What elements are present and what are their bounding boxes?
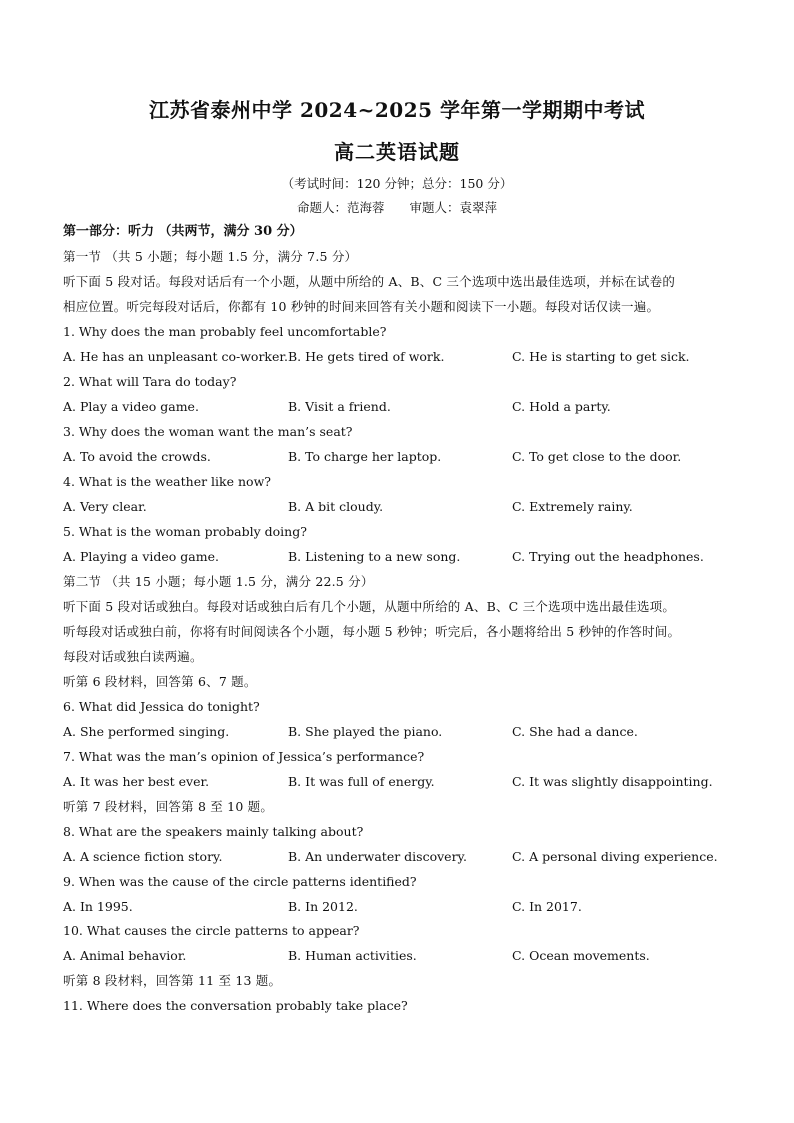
section1-heading: 第一节 （共 5 小题；每小题 1.5 分，满分 7.5 分） (63, 249, 358, 264)
option-b: B. Visit a friend. (288, 399, 391, 414)
option-a: A. A science fiction story. (63, 849, 223, 864)
question-text: 1. Why does the man probably feel uncomfortable? (63, 324, 387, 339)
section2-instruction-line: 听每段对话或独白前，你将有时间阅读各个小题，每小题 5 秒钟；听完后，各小题将给出 5 秒钟的作答时间。 (63, 624, 681, 639)
question-text: 7. What was the man’s opinion of Jessica’s performance? (63, 749, 425, 764)
option-b: B. Human activities. (288, 948, 417, 963)
option-b: B. Listening to a new song. (288, 549, 461, 564)
question-text: 3. Why does the woman want the man’s seat? (63, 424, 353, 439)
question-text: 11. Where does the conversation probably take place? (63, 998, 408, 1013)
section2-instruction-line: 听下面 5 段对话或独白。每段对话或独白后有几个小题，从题中所给的 A、B、C 三个选项中选出最佳选项。 (63, 599, 676, 614)
option-c: C. Trying out the headphones. (512, 549, 704, 564)
option-a: A. It was her best ever. (63, 774, 210, 789)
option-b: B. In 2012. (288, 899, 358, 914)
option-b: B. A bit cloudy. (288, 499, 384, 514)
option-b: B. She played the piano. (288, 724, 443, 739)
option-c: C. She had a dance. (512, 724, 638, 739)
option-c: C. Hold a party. (512, 399, 611, 414)
option-c: C. A personal diving experience. (512, 849, 718, 864)
option-a: A. To avoid the crowds. (63, 449, 211, 464)
option-a: A. In 1995. (63, 899, 133, 914)
question-text: 10. What causes the circle patterns to appear? (63, 923, 360, 938)
part1-heading: 第一部分：听力 （共两节，满分 30 分） (63, 224, 303, 239)
option-a: A. Animal behavior. (63, 948, 187, 963)
section1-instruction-line: 相应位置。听完每段对话后，你都有 10 秒钟的时间来回答有关小题和阅读下一小题。每段对话仅读一遍。 (63, 299, 660, 314)
question-text: 9. When was the cause of the circle patterns identified? (63, 874, 417, 889)
option-c: C. Ocean movements. (512, 948, 650, 963)
question-text: 5. What is the woman probably doing? (63, 524, 307, 539)
question-text: 4. What is the weather like now? (63, 474, 271, 489)
option-b: B. He gets tired of work. (288, 349, 445, 364)
option-b: B. To charge her laptop. (288, 449, 442, 464)
option-c: C. To get close to the door. (512, 449, 682, 464)
exam-title: 江苏省泰州中学 2024~2025 学年第一学期期中考试 (148, 98, 645, 122)
option-b: B. An underwater discovery. (288, 849, 467, 864)
question-text: 2. What will Tara do today? (63, 374, 237, 389)
question-text: 8. What are the speakers mainly talking about? (63, 824, 364, 839)
exam-info: （考试时间：120 分钟；总分：150 分） (281, 176, 513, 191)
section1-instruction-line: 听下面 5 段对话。每段对话后有一个小题，从题中所给的 A、B、C 三个选项中选出最佳选项，并标在试卷的 (63, 274, 676, 289)
material-note: 听第 8 段材料，回答第 11 至 13 题。 (63, 973, 282, 988)
option-a: A. Very clear. (63, 499, 147, 514)
material-note: 听第 7 段材料，回答第 8 至 10 题。 (63, 799, 274, 814)
exam-authors: 命题人：范海蓉 审题人：袁翠萍 (296, 200, 497, 215)
section2-heading: 第二节 （共 15 小题；每小题 1.5 分，满分 22.5 分） (63, 574, 374, 589)
option-a: A. Play a video game. (63, 399, 199, 414)
option-a: A. Playing a video game. (63, 549, 219, 564)
question-text: 6. What did Jessica do tonight? (63, 699, 260, 714)
option-c: C. In 2017. (512, 899, 582, 914)
section2-instruction-line: 每段对话或独白读两遍。 (63, 649, 203, 664)
option-a: A. He has an unpleasant co-worker. (63, 349, 288, 364)
material-note: 听第 6 段材料，回答第 6、7 题。 (63, 674, 257, 689)
option-c: C. Extremely rainy. (512, 499, 633, 514)
option-c: C. It was slightly disappointing. (512, 774, 713, 789)
option-b: B. It was full of energy. (288, 774, 435, 789)
option-a: A. She performed singing. (63, 724, 230, 739)
exam-subtitle: 高二英语试题 (334, 140, 460, 164)
option-c: C. He is starting to get sick. (512, 349, 690, 364)
